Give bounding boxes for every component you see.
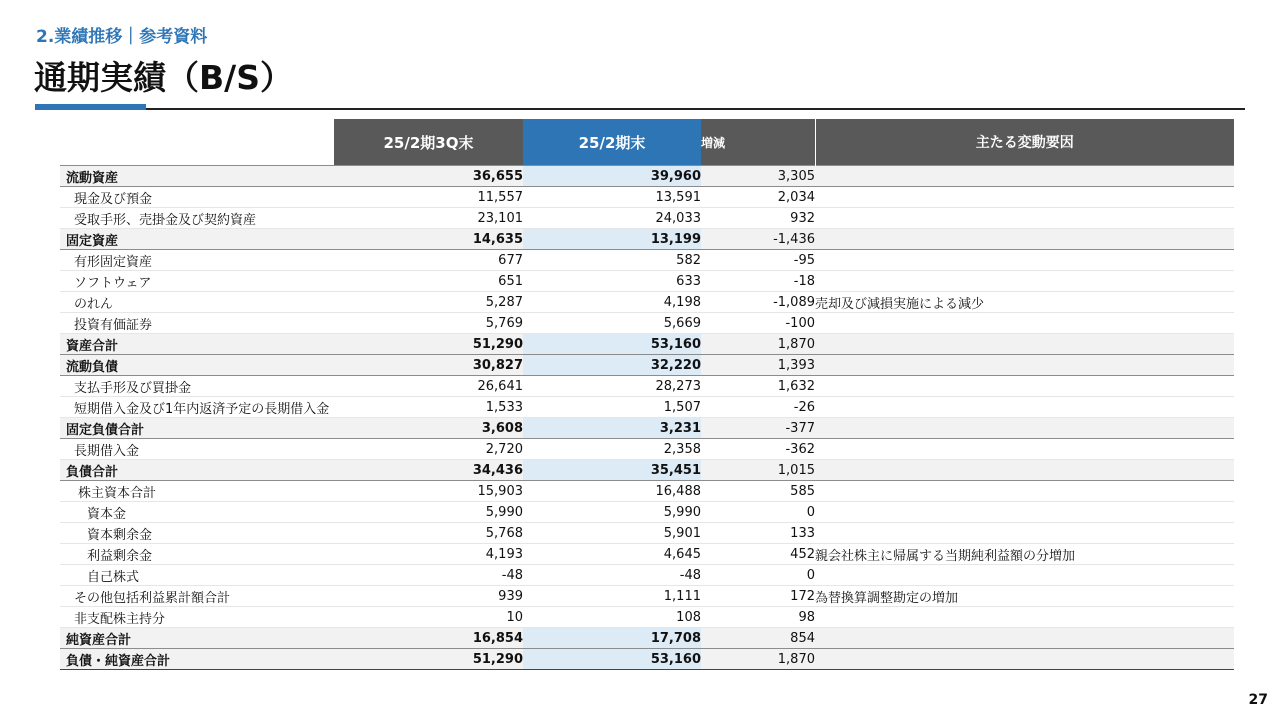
change-reason: 親会社株主に帰属する当期純利益額の分増加 (815, 544, 1234, 565)
row-label: 長期借入金 (60, 439, 334, 460)
row-label: 利益剰余金 (60, 544, 334, 565)
change-reason (815, 418, 1234, 439)
header-prev-period: 25/2期3Q末 (334, 119, 523, 166)
table-row (60, 628, 1234, 649)
header-blank (60, 119, 334, 166)
row-label: 非支配株主持分 (60, 607, 334, 628)
value-prev: 5,768 (334, 523, 523, 544)
table-row (60, 313, 1234, 334)
value-current: 13,199 (523, 229, 701, 250)
value-change: 1,393 (701, 355, 815, 376)
value-prev: 36,655 (334, 166, 523, 187)
value-change: 1,870 (701, 334, 815, 355)
value-prev: 3,608 (334, 418, 523, 439)
section-label: 2.業績推移｜参考資料 (36, 27, 208, 47)
balance-sheet-table (60, 119, 1234, 670)
value-change: 2,034 (701, 187, 815, 208)
title-divider (35, 108, 1245, 110)
value-current: 4,645 (523, 544, 701, 565)
table-row (60, 481, 1234, 502)
row-label: 負債・純資産合計 (60, 649, 334, 670)
value-change: 854 (701, 628, 815, 649)
change-reason (815, 229, 1234, 250)
value-current: 28,273 (523, 376, 701, 397)
value-prev: 939 (334, 586, 523, 607)
row-label: ソフトウェア (60, 271, 334, 292)
value-prev: 5,769 (334, 313, 523, 334)
value-current: 39,960 (523, 166, 701, 187)
value-current: 16,488 (523, 481, 701, 502)
value-change: 1,870 (701, 649, 815, 670)
value-prev: 5,990 (334, 502, 523, 523)
table-row (60, 544, 1234, 565)
value-prev: 30,827 (334, 355, 523, 376)
change-reason (815, 439, 1234, 460)
change-reason (815, 481, 1234, 502)
value-prev: 26,641 (334, 376, 523, 397)
change-reason (815, 250, 1234, 271)
value-current: 108 (523, 607, 701, 628)
value-change: 452 (701, 544, 815, 565)
table-row (60, 418, 1234, 439)
value-prev: 5,287 (334, 292, 523, 313)
value-change: 133 (701, 523, 815, 544)
value-change: 1,015 (701, 460, 815, 481)
value-prev: 677 (334, 250, 523, 271)
change-reason (815, 208, 1234, 229)
value-current: 13,591 (523, 187, 701, 208)
value-change: -100 (701, 313, 815, 334)
value-change: 3,305 (701, 166, 815, 187)
row-label: 流動負債 (60, 355, 334, 376)
table-row (60, 523, 1234, 544)
value-current: 1,111 (523, 586, 701, 607)
change-reason (815, 607, 1234, 628)
row-label: 現金及び預金 (60, 187, 334, 208)
value-prev: 51,290 (334, 649, 523, 670)
row-label: 資本金 (60, 502, 334, 523)
change-reason (815, 313, 1234, 334)
value-current: 5,990 (523, 502, 701, 523)
row-label: 流動資産 (60, 166, 334, 187)
value-change: 1,632 (701, 376, 815, 397)
row-label: 支払手形及び買掛金 (60, 376, 334, 397)
value-prev: -48 (334, 565, 523, 586)
table-row (60, 355, 1234, 376)
value-prev: 23,101 (334, 208, 523, 229)
title-accent-bar (35, 104, 146, 110)
value-prev: 2,720 (334, 439, 523, 460)
value-current: -48 (523, 565, 701, 586)
row-label: 株主資本合計 (60, 481, 334, 502)
value-current: 17,708 (523, 628, 701, 649)
row-label: 負債合計 (60, 460, 334, 481)
change-reason (815, 166, 1234, 187)
row-label: 資産合計 (60, 334, 334, 355)
value-change: -95 (701, 250, 815, 271)
value-current: 32,220 (523, 355, 701, 376)
value-current: 5,669 (523, 313, 701, 334)
header-current-period: 25/2期末 (523, 119, 701, 166)
change-reason (815, 187, 1234, 208)
value-current: 35,451 (523, 460, 701, 481)
value-change: 932 (701, 208, 815, 229)
table-row (60, 460, 1234, 481)
table-header-row (60, 119, 1234, 166)
table-row (60, 250, 1234, 271)
value-prev: 11,557 (334, 187, 523, 208)
value-prev: 16,854 (334, 628, 523, 649)
value-prev: 1,533 (334, 397, 523, 418)
value-change: -26 (701, 397, 815, 418)
value-prev: 34,436 (334, 460, 523, 481)
row-label: 資本剰余金 (60, 523, 334, 544)
header-main-factors: 主たる変動要因 (815, 119, 1234, 166)
value-change: 0 (701, 502, 815, 523)
change-reason (815, 628, 1234, 649)
value-change: 0 (701, 565, 815, 586)
value-current: 4,198 (523, 292, 701, 313)
change-reason (815, 355, 1234, 376)
value-change: 172 (701, 586, 815, 607)
table-row (60, 229, 1234, 250)
change-reason (815, 397, 1234, 418)
value-current: 5,901 (523, 523, 701, 544)
table-row (60, 649, 1234, 670)
value-current: 53,160 (523, 649, 701, 670)
value-prev: 10 (334, 607, 523, 628)
row-label: 受取手形、売掛金及び契約資産 (60, 208, 334, 229)
change-reason (815, 376, 1234, 397)
value-change: -1,089 (701, 292, 815, 313)
value-current: 2,358 (523, 439, 701, 460)
page-number: 27 (1248, 692, 1268, 708)
change-reason (815, 271, 1234, 292)
value-current: 53,160 (523, 334, 701, 355)
table-row (60, 187, 1234, 208)
table-row (60, 502, 1234, 523)
value-current: 633 (523, 271, 701, 292)
value-prev: 651 (334, 271, 523, 292)
value-change: 98 (701, 607, 815, 628)
value-change: -362 (701, 439, 815, 460)
change-reason (815, 460, 1234, 481)
change-reason (815, 649, 1234, 670)
table-row (60, 166, 1234, 187)
row-label: 投資有価証券 (60, 313, 334, 334)
table-row (60, 292, 1234, 313)
value-change: -18 (701, 271, 815, 292)
table-row (60, 376, 1234, 397)
row-label: 有形固定資産 (60, 250, 334, 271)
page-title: 通期実績（B/S） (34, 58, 293, 97)
value-current: 582 (523, 250, 701, 271)
value-prev: 4,193 (334, 544, 523, 565)
row-label: 自己株式 (60, 565, 334, 586)
table-row (60, 586, 1234, 607)
table-row (60, 439, 1234, 460)
table-row (60, 208, 1234, 229)
change-reason (815, 502, 1234, 523)
table-row (60, 607, 1234, 628)
change-reason: 売却及び減損実施による減少 (815, 292, 1234, 313)
row-label: 短期借入金及び1年内返済予定の長期借入金 (60, 397, 334, 418)
change-reason (815, 565, 1234, 586)
table-row (60, 397, 1234, 418)
value-change: -1,436 (701, 229, 815, 250)
table-row (60, 271, 1234, 292)
row-label: 純資産合計 (60, 628, 334, 649)
table-row (60, 565, 1234, 586)
change-reason: 為替換算調整勘定の増加 (815, 586, 1234, 607)
change-reason (815, 523, 1234, 544)
value-change: 585 (701, 481, 815, 502)
value-current: 1,507 (523, 397, 701, 418)
change-reason (815, 334, 1234, 355)
value-prev: 15,903 (334, 481, 523, 502)
value-current: 3,231 (523, 418, 701, 439)
row-label: のれん (60, 292, 334, 313)
header-change: 増減 (701, 119, 815, 166)
row-label: その他包括利益累計額合計 (60, 586, 334, 607)
row-label: 固定資産 (60, 229, 334, 250)
value-current: 24,033 (523, 208, 701, 229)
value-change: -377 (701, 418, 815, 439)
value-prev: 51,290 (334, 334, 523, 355)
row-label: 固定負債合計 (60, 418, 334, 439)
table-row (60, 334, 1234, 355)
value-prev: 14,635 (334, 229, 523, 250)
